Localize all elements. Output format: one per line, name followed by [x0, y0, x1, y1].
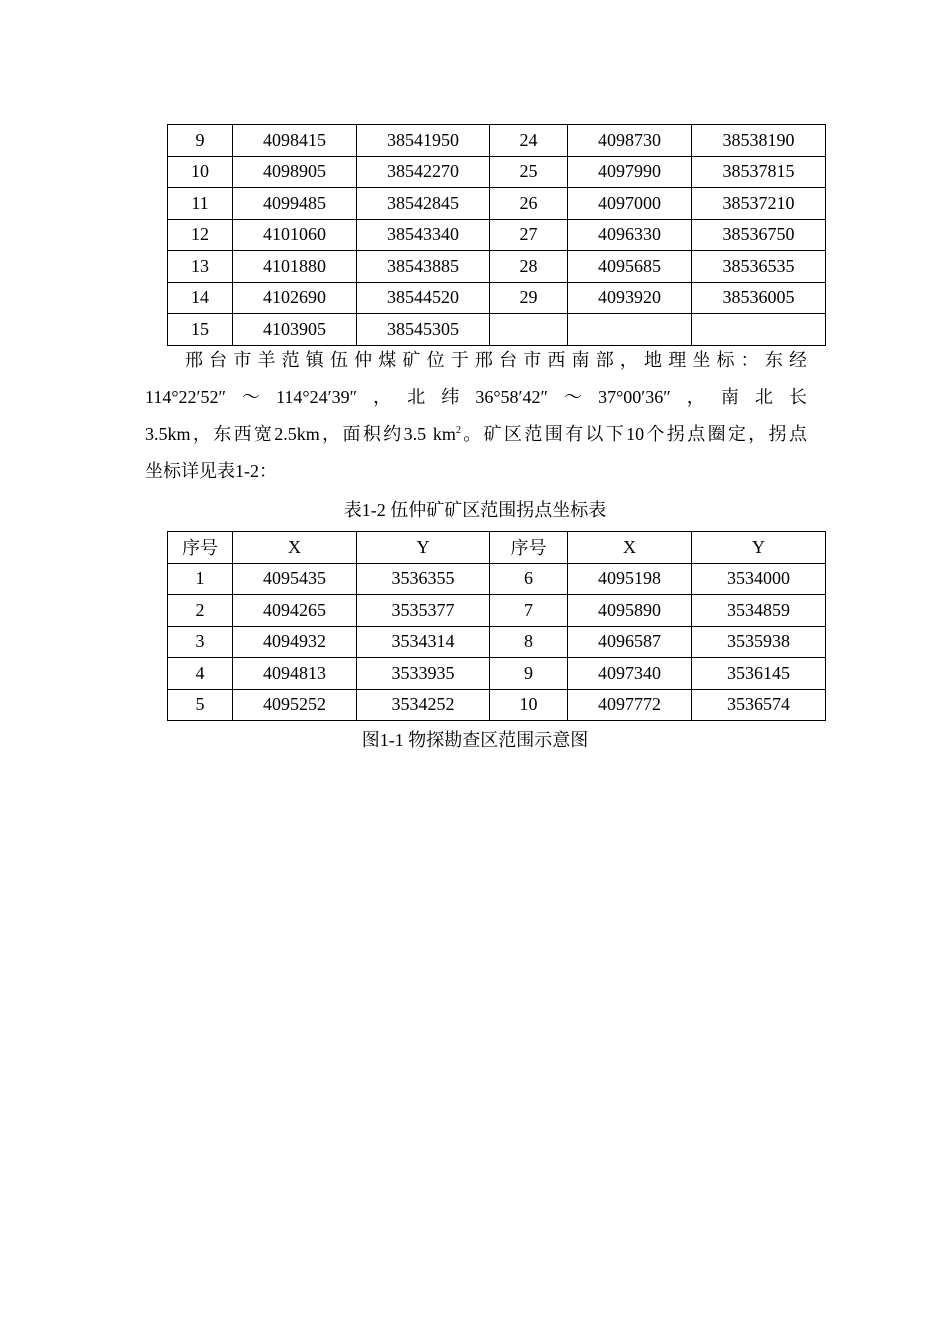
table-cell: 3536574: [692, 689, 826, 721]
table-cell: 4096330: [568, 219, 692, 251]
paragraph-line-3: [145, 416, 807, 453]
superscript-2: 2: [455, 425, 461, 436]
table-cell: 2: [168, 595, 233, 627]
table-cell: 4102690: [233, 282, 357, 314]
table-cell: 15: [168, 314, 233, 346]
table-row: [168, 125, 826, 157]
table-cell: 4101880: [233, 251, 357, 283]
table-cell: 1: [168, 563, 233, 595]
table-cell: 4097772: [568, 689, 692, 721]
table-cell: 7: [490, 595, 568, 627]
table-cell: 3: [168, 626, 233, 658]
table-cell: 4098905: [233, 156, 357, 188]
table-cell: 24: [490, 125, 568, 157]
table-cell: 38537210: [692, 188, 826, 220]
table-cell: 26: [490, 188, 568, 220]
coordinate-table-continued: [167, 124, 826, 346]
table-cell: 38543885: [357, 251, 490, 283]
table-cell: 14: [168, 282, 233, 314]
table-cell: 6: [490, 563, 568, 595]
table-cell: 3535377: [357, 595, 490, 627]
table-row: [168, 626, 826, 658]
table-cell: [568, 314, 692, 346]
table-row: [168, 689, 826, 721]
table-cell: 3535938: [692, 626, 826, 658]
column-header: 序号: [168, 532, 233, 564]
table-cell: 4101060: [233, 219, 357, 251]
table-cell: 4097000: [568, 188, 692, 220]
table-cell: 11: [168, 188, 233, 220]
table-row: [168, 658, 826, 690]
table-cell: 9: [490, 658, 568, 690]
table-cell: 4103905: [233, 314, 357, 346]
table-cell: 38542270: [357, 156, 490, 188]
table-row: [168, 156, 826, 188]
table-cell: [490, 314, 568, 346]
table-cell: 4098730: [568, 125, 692, 157]
paragraph-line-1: 邢台市羊范镇伍仲煤矿位于邢台市西南部，地理坐标：东经: [185, 350, 807, 370]
table-cell: 5: [168, 689, 233, 721]
table-cell: 3534252: [357, 689, 490, 721]
column-header: Y: [692, 532, 826, 564]
table-cell: 38541950: [357, 125, 490, 157]
table-cell: 38545305: [357, 314, 490, 346]
table-cell: 4095685: [568, 251, 692, 283]
table-row: [168, 188, 826, 220]
table-cell: 4095198: [568, 563, 692, 595]
table-row: [168, 219, 826, 251]
table-cell: 4096587: [568, 626, 692, 658]
table-row: [168, 251, 826, 283]
table-cell: 4097340: [568, 658, 692, 690]
table-cell: 28: [490, 251, 568, 283]
table-cell: 38544520: [357, 282, 490, 314]
paragraph-line-2: 114°22′52″～114°24′39″，北纬36°58′42″～37°00′36″，南北长: [145, 387, 807, 407]
table-cell: 8: [490, 626, 568, 658]
table-cell: 4093920: [568, 282, 692, 314]
table-cell: 4: [168, 658, 233, 690]
header-row: [168, 532, 826, 564]
table-cell: 27: [490, 219, 568, 251]
table-cell: 4098415: [233, 125, 357, 157]
location-paragraph: [145, 342, 807, 490]
table-cell: 38536535: [692, 251, 826, 283]
table-cell: 3534314: [357, 626, 490, 658]
paragraph-line-3-start: 3.5km，东西宽2.5km，面积约3.5 km: [145, 424, 456, 444]
boundary-coordinate-table: [167, 531, 826, 721]
column-header: X: [568, 532, 692, 564]
table-cell: 3536145: [692, 658, 826, 690]
table-body: [168, 125, 826, 346]
table-cell: 4095435: [233, 563, 357, 595]
table-cell: 3534000: [692, 563, 826, 595]
table-cell: 10: [490, 689, 568, 721]
table-cell: 38536750: [692, 219, 826, 251]
table-caption: 表1-2 伍仲矿矿区范围拐点坐标表: [343, 500, 607, 520]
column-header: 序号: [490, 532, 568, 564]
table-cell: 4095890: [568, 595, 692, 627]
paragraph-line-3-end: 。矿区范围有以下10个拐点圈定，拐点: [460, 424, 807, 444]
table-cell: 25: [490, 156, 568, 188]
table-cell: 4094932: [233, 626, 357, 658]
table-cell: 3534859: [692, 595, 826, 627]
column-header: X: [233, 532, 357, 564]
table-cell: 4094813: [233, 658, 357, 690]
table-row: [168, 595, 826, 627]
table-row: [168, 563, 826, 595]
table-row: [168, 282, 826, 314]
table-cell: 13: [168, 251, 233, 283]
table-cell: 38538190: [692, 125, 826, 157]
table-cell: 3533935: [357, 658, 490, 690]
table-cell: 10: [168, 156, 233, 188]
table-cell: 38536005: [692, 282, 826, 314]
table-cell: 38537815: [692, 156, 826, 188]
table-cell: 4097990: [568, 156, 692, 188]
table-cell: 12: [168, 219, 233, 251]
table-header: [168, 532, 826, 564]
table-row: [168, 314, 826, 346]
table-cell: 29: [490, 282, 568, 314]
table-cell: 4095252: [233, 689, 357, 721]
figure-caption: 图1-1 物探勘查区范围示意图: [361, 730, 589, 750]
table-cell: [692, 314, 826, 346]
table-cell: 4094265: [233, 595, 357, 627]
table-cell: 9: [168, 125, 233, 157]
table-body: [168, 563, 826, 721]
table-cell: 4099485: [233, 188, 357, 220]
table-cell: 38543340: [357, 219, 490, 251]
paragraph-line-4: 坐标详见表1-2：: [145, 461, 277, 481]
column-header: Y: [357, 532, 490, 564]
table-cell: 3536355: [357, 563, 490, 595]
table-cell: 38542845: [357, 188, 490, 220]
